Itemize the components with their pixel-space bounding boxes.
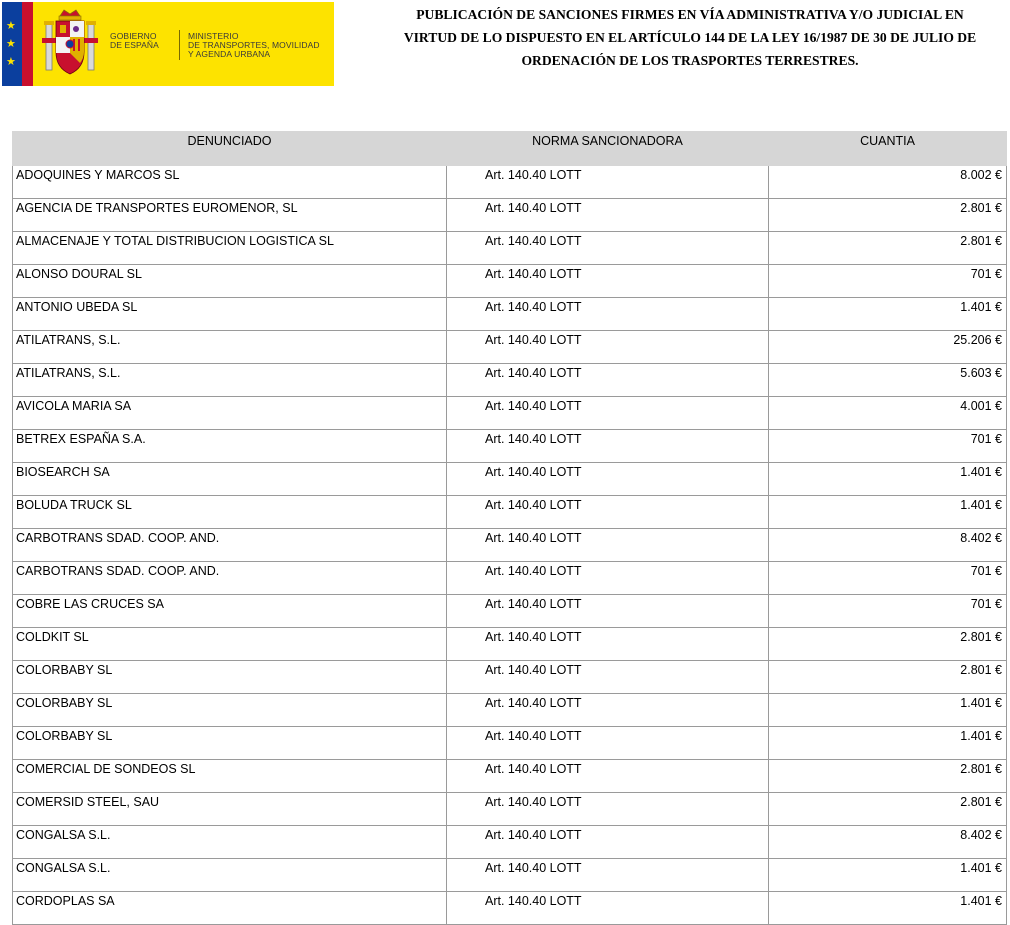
cell-cuantia: 701 € — [769, 265, 1007, 298]
cell-norma: Art. 140.40 LOTT — [447, 727, 769, 760]
table-row — [13, 826, 1007, 859]
cell-denunciado: COLORBABY SL — [13, 694, 447, 727]
cell-norma: Art. 140.40 LOTT — [447, 661, 769, 694]
table-row — [13, 727, 1007, 760]
table-row — [13, 463, 1007, 496]
cell-cuantia: 1.401 € — [769, 463, 1007, 496]
cell-norma: Art. 140.40 LOTT — [447, 496, 769, 529]
cell-cuantia: 5.603 € — [769, 364, 1007, 397]
sanciones-table — [12, 131, 1007, 925]
cell-norma: Art. 140.40 LOTT — [447, 628, 769, 661]
cell-denunciado: AGENCIA DE TRANSPORTES EUROMENOR, SL — [13, 199, 447, 232]
cell-norma: Art. 140.40 LOTT — [447, 892, 769, 925]
cell-norma: Art. 140.40 LOTT — [447, 529, 769, 562]
table-row — [13, 694, 1007, 727]
star-icon: ★ — [6, 55, 16, 68]
cell-norma: Art. 140.40 LOTT — [447, 265, 769, 298]
table-row — [13, 562, 1007, 595]
column-header-cuantia: CUANTIA — [769, 132, 1007, 166]
cell-cuantia: 701 € — [769, 430, 1007, 463]
cell-cuantia: 2.801 € — [769, 199, 1007, 232]
table-row — [13, 661, 1007, 694]
table-body — [13, 166, 1007, 925]
cell-denunciado: CARBOTRANS SDAD. COOP. AND. — [13, 562, 447, 595]
cell-denunciado: COMERCIAL DE SONDEOS SL — [13, 760, 447, 793]
cell-norma: Art. 140.40 LOTT — [447, 331, 769, 364]
table-row — [13, 265, 1007, 298]
cell-norma: Art. 140.40 LOTT — [447, 232, 769, 265]
cell-norma: Art. 140.40 LOTT — [447, 199, 769, 232]
spain-flag-band — [22, 2, 33, 86]
cell-denunciado: BETREX ESPAÑA S.A. — [13, 430, 447, 463]
cell-cuantia: 1.401 € — [769, 892, 1007, 925]
cell-norma: Art. 140.40 LOTT — [447, 793, 769, 826]
cell-denunciado: ANTONIO UBEDA SL — [13, 298, 447, 331]
cell-norma: Art. 140.40 LOTT — [447, 562, 769, 595]
table-row — [13, 595, 1007, 628]
cell-norma: Art. 140.40 LOTT — [447, 463, 769, 496]
cell-cuantia: 4.001 € — [769, 397, 1007, 430]
star-icon: ★ — [6, 19, 16, 32]
cell-denunciado: COLDKIT SL — [13, 628, 447, 661]
cell-cuantia: 8.402 € — [769, 529, 1007, 562]
star-icon: ★ — [6, 37, 16, 50]
cell-cuantia: 1.401 € — [769, 727, 1007, 760]
eu-flag-band — [2, 2, 22, 86]
table-row — [13, 628, 1007, 661]
column-header-norma: NORMA SANCIONADORA — [447, 132, 769, 166]
table-row — [13, 232, 1007, 265]
table-row — [13, 199, 1007, 232]
cell-denunciado: COLORBABY SL — [13, 727, 447, 760]
cell-norma: Art. 140.40 LOTT — [447, 298, 769, 331]
cell-norma: Art. 140.40 LOTT — [447, 859, 769, 892]
table-row — [13, 859, 1007, 892]
cell-cuantia: 2.801 € — [769, 760, 1007, 793]
ministerio-text: MINISTERIO DE TRANSPORTES, MOVILIDAD Y AGENDA URBANA — [188, 31, 320, 59]
gobierno-ministerio-logo — [2, 2, 334, 86]
cell-cuantia: 8.402 € — [769, 826, 1007, 859]
cell-denunciado: COBRE LAS CRUCES SA — [13, 595, 447, 628]
cell-cuantia: 2.801 € — [769, 793, 1007, 826]
table-row — [13, 892, 1007, 925]
cell-norma: Art. 140.40 LOTT — [447, 760, 769, 793]
cell-denunciado: COMERSID STEEL, SAU — [13, 793, 447, 826]
cell-denunciado: ALMACENAJE Y TOTAL DISTRIBUCION LOGISTICA SL — [13, 232, 447, 265]
cell-denunciado: BIOSEARCH SA — [13, 463, 447, 496]
coat-of-arms-icon — [40, 8, 100, 80]
cell-norma: Art. 140.40 LOTT — [447, 430, 769, 463]
cell-cuantia: 2.801 € — [769, 232, 1007, 265]
cell-denunciado: COLORBABY SL — [13, 661, 447, 694]
document-title: PUBLICACIÓN DE SANCIONES FIRMES EN VÍA ADMINISTRATIVA Y/O JUDICIAL EN VIRTUD DE LO DISPUESTO EN EL ARTÍCULO 144 DE LA LEY 16/1987 DE 30 DE JULIO DE ORDENACIÓN DE LOS TRASPORTES TERRESTRES. — [403, 7, 977, 68]
table-row — [13, 166, 1007, 199]
cell-denunciado: BOLUDA TRUCK SL — [13, 496, 447, 529]
table-row — [13, 397, 1007, 430]
table-header-row — [13, 132, 1007, 166]
column-header-denunciado: DENUNCIADO — [13, 132, 447, 166]
cell-denunciado: ADOQUINES Y MARCOS SL — [13, 166, 447, 199]
table-row — [13, 430, 1007, 463]
cell-cuantia: 8.002 € — [769, 166, 1007, 199]
cell-norma: Art. 140.40 LOTT — [447, 166, 769, 199]
table-row — [13, 298, 1007, 331]
cell-cuantia: 701 € — [769, 595, 1007, 628]
table-row — [13, 760, 1007, 793]
table-row — [13, 496, 1007, 529]
cell-cuantia: 1.401 € — [769, 859, 1007, 892]
table-row — [13, 793, 1007, 826]
cell-denunciado: AVICOLA MARIA SA — [13, 397, 447, 430]
cell-cuantia: 1.401 € — [769, 496, 1007, 529]
cell-denunciado: CORDOPLAS SA — [13, 892, 447, 925]
cell-denunciado: CONGALSA S.L. — [13, 826, 447, 859]
cell-cuantia: 1.401 € — [769, 694, 1007, 727]
cell-cuantia: 2.801 € — [769, 628, 1007, 661]
cell-denunciado: ATILATRANS, S.L. — [13, 364, 447, 397]
cell-denunciado: ALONSO DOURAL SL — [13, 265, 447, 298]
cell-cuantia: 2.801 € — [769, 661, 1007, 694]
cell-denunciado: ATILATRANS, S.L. — [13, 331, 447, 364]
cell-denunciado: CARBOTRANS SDAD. COOP. AND. — [13, 529, 447, 562]
cell-denunciado: CONGALSA S.L. — [13, 859, 447, 892]
cell-cuantia: 701 € — [769, 562, 1007, 595]
table-row — [13, 364, 1007, 397]
cell-norma: Art. 140.40 LOTT — [447, 364, 769, 397]
cell-norma: Art. 140.40 LOTT — [447, 397, 769, 430]
gobierno-text: GOBIERNO DE ESPAÑA — [110, 31, 159, 50]
cell-cuantia: 1.401 € — [769, 298, 1007, 331]
cell-cuantia: 25.206 € — [769, 331, 1007, 364]
logo-divider — [179, 30, 180, 60]
cell-norma: Art. 140.40 LOTT — [447, 595, 769, 628]
table-row — [13, 529, 1007, 562]
table-row — [13, 331, 1007, 364]
cell-norma: Art. 140.40 LOTT — [447, 694, 769, 727]
cell-norma: Art. 140.40 LOTT — [447, 826, 769, 859]
